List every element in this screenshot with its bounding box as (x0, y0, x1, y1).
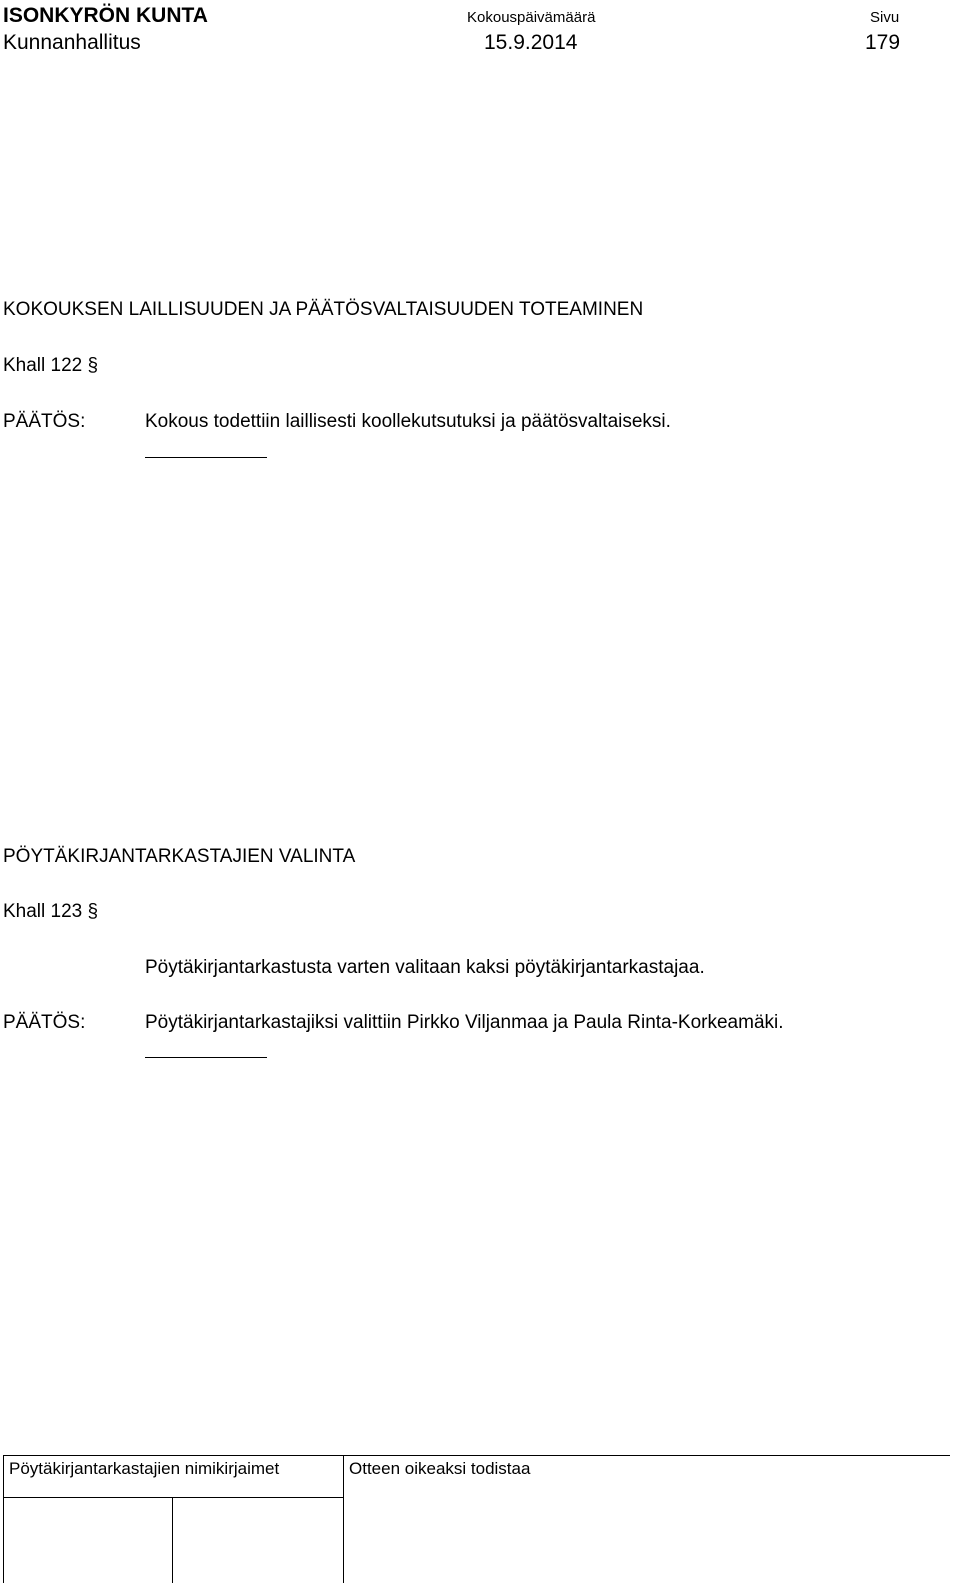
section-reference-122: Khall 122 § (3, 355, 99, 376)
signature-box-left-border (3, 1455, 4, 1583)
signature-box-divider (343, 1455, 344, 1583)
section-title-legality: KOKOUKSEN LAILLISUUDEN JA PÄÄTÖSVALTAISUUDEN TOTEAMINEN (3, 299, 644, 320)
section-title-examiners: PÖYTÄKIRJANTARKASTAJIEN VALINTA (3, 846, 356, 867)
page-number: 179 (865, 31, 901, 54)
meeting-date: 15.9.2014 (484, 31, 578, 54)
section-end-rule (145, 457, 267, 458)
governing-body: Kunnanhallitus (3, 31, 141, 54)
section-description: Pöytäkirjantarkastusta varten valitaan kaksi pöytäkirjantarkastajaa. (145, 957, 705, 978)
organization-name: ISONKYRÖN KUNTA (3, 4, 208, 27)
section-reference-123: Khall 123 § (3, 901, 99, 922)
signature-box (3, 1455, 950, 1583)
section-end-rule (145, 1057, 267, 1058)
decision-text: Kokous todettiin laillisesti koollekutsutuksi ja päätösvaltaiseksi. (145, 411, 671, 432)
decision-text: Pöytäkirjantarkastajiksi valittiin Pirkko Viljanmaa ja Paula Rinta-Korkeamäki. (145, 1012, 784, 1033)
page-label: Sivu (870, 9, 900, 26)
signature-box-top-border (3, 1455, 950, 1456)
examiners-initials-label: Pöytäkirjantarkastajien nimikirjaimet (9, 1459, 280, 1478)
certified-copy-label: Otteen oikeaksi todistaa (349, 1459, 531, 1478)
signature-cell-divider (172, 1497, 173, 1583)
decision-label: PÄÄTÖS: (3, 1012, 86, 1033)
decision-label: PÄÄTÖS: (3, 411, 86, 432)
signature-row-divider (3, 1497, 343, 1498)
meeting-date-label: Kokouspäivämäärä (467, 9, 596, 26)
